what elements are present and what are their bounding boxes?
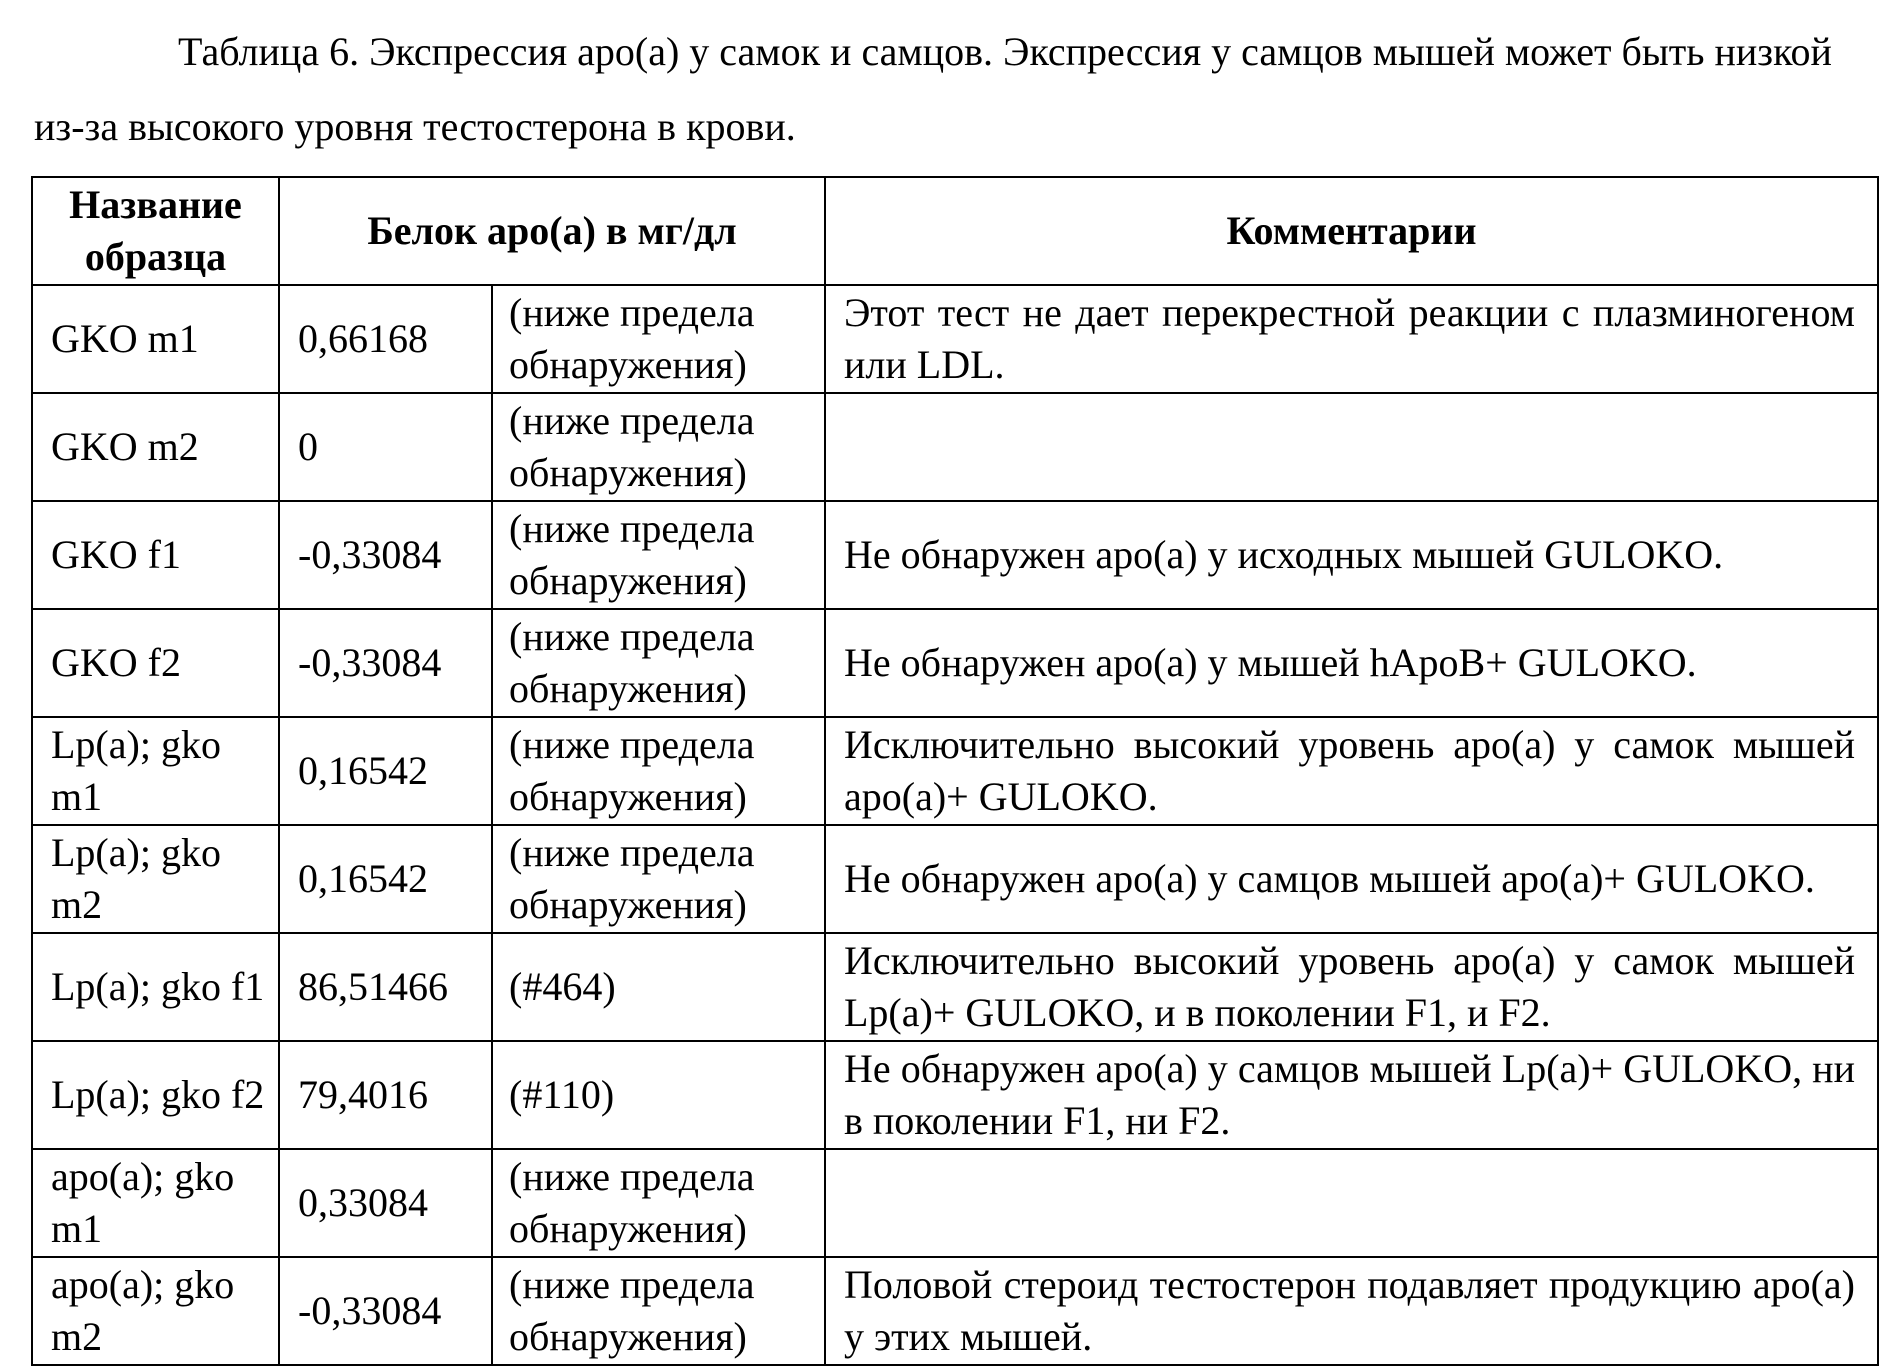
header-sample-name: Название образца (32, 177, 279, 285)
detection-note-cell: (ниже предела обнаружения) (492, 285, 825, 393)
protein-value-cell: 0,66168 (279, 285, 492, 393)
table-row (32, 609, 1878, 717)
comment-cell: Исключительно высокий уровень apo(a) у самок мышей apo(a)+ GULOKO. (825, 717, 1878, 825)
header-comments: Комментарии (825, 177, 1878, 285)
sample-name-cell: Lp(a); gko f1 (32, 933, 279, 1041)
sample-name-cell: GKO f1 (32, 501, 279, 609)
comment-cell (825, 1149, 1878, 1257)
protein-value-cell: 0,16542 (279, 825, 492, 933)
comment-cell: Не обнаружен apo(a) у исходных мышей GULOKO. (825, 501, 1878, 609)
detection-note-cell: (ниже предела обнаружения) (492, 825, 825, 933)
comment-cell: Этот тест не дает перекрестной реакции с плазминогеном или LDL. (825, 285, 1878, 393)
detection-note-cell: (#110) (492, 1041, 825, 1149)
protein-value-cell: -0,33084 (279, 501, 492, 609)
sample-name-cell: GKO m2 (32, 393, 279, 501)
detection-note-cell: (#464) (492, 933, 825, 1041)
sample-name-cell: apo(a); gko m2 (32, 1257, 279, 1365)
table-row (32, 393, 1878, 501)
table-row (32, 933, 1878, 1041)
comment-cell: Не обнаружен apo(a) у самцов мышей Lp(a)+ GULOKO, ни в поколении F1, ни F2. (825, 1041, 1878, 1149)
table-caption: Таблица 6. Экспрессия apo(a) у самок и самцов. Экспрессия у самцов мышей может быть низкой из-за высокого уровня тестостерона в крови. (34, 29, 1832, 150)
detection-note-cell: (ниже предела обнаружения) (492, 1257, 825, 1365)
table-row (32, 825, 1878, 933)
table-row (32, 501, 1878, 609)
table-row (32, 1041, 1878, 1149)
sample-name-cell: apo(a); gko m1 (32, 1149, 279, 1257)
sample-name-cell: Lp(a); gko m2 (32, 825, 279, 933)
table-row (32, 1149, 1878, 1257)
sample-name-cell: Lp(a); gko f2 (32, 1041, 279, 1149)
protein-value-cell: -0,33084 (279, 609, 492, 717)
table-row (32, 285, 1878, 393)
detection-note-cell: (ниже предела обнаружения) (492, 609, 825, 717)
detection-note-cell: (ниже предела обнаружения) (492, 393, 825, 501)
protein-value-cell: 0 (279, 393, 492, 501)
sample-name-cell: GKO f2 (32, 609, 279, 717)
comment-cell: Половой стероид тестостерон подавляет продукцию apo(a) у этих мышей. (825, 1257, 1878, 1365)
comment-cell (825, 393, 1878, 501)
header-row (32, 177, 1878, 285)
header-protein: Белок apo(a) в мг/дл (279, 177, 825, 285)
detection-note-cell: (ниже предела обнаружения) (492, 1149, 825, 1257)
protein-value-cell: 79,4016 (279, 1041, 492, 1149)
protein-value-cell: 0,16542 (279, 717, 492, 825)
sample-name-cell: GKO m1 (32, 285, 279, 393)
protein-value-cell: 0,33084 (279, 1149, 492, 1257)
sample-name-cell: Lp(a); gko m1 (32, 717, 279, 825)
comment-cell: Не обнаружен apo(a) у мышей hApoB+ GULOKO. (825, 609, 1878, 717)
detection-note-cell: (ниже предела обнаружения) (492, 717, 825, 825)
protein-value-cell: 86,51466 (279, 933, 492, 1041)
protein-value-cell: -0,33084 (279, 1257, 492, 1365)
comment-cell: Исключительно высокий уровень apo(a) у самок мышей Lp(a)+ GULOKO, и в поколении F1, и F2. (825, 933, 1878, 1041)
table-row (32, 717, 1878, 825)
table-row (32, 1257, 1878, 1365)
detection-note-cell: (ниже предела обнаружения) (492, 501, 825, 609)
comment-cell: Не обнаружен apo(a) у самцов мышей apo(a)+ GULOKO. (825, 825, 1878, 933)
expression-table (31, 176, 1879, 1366)
